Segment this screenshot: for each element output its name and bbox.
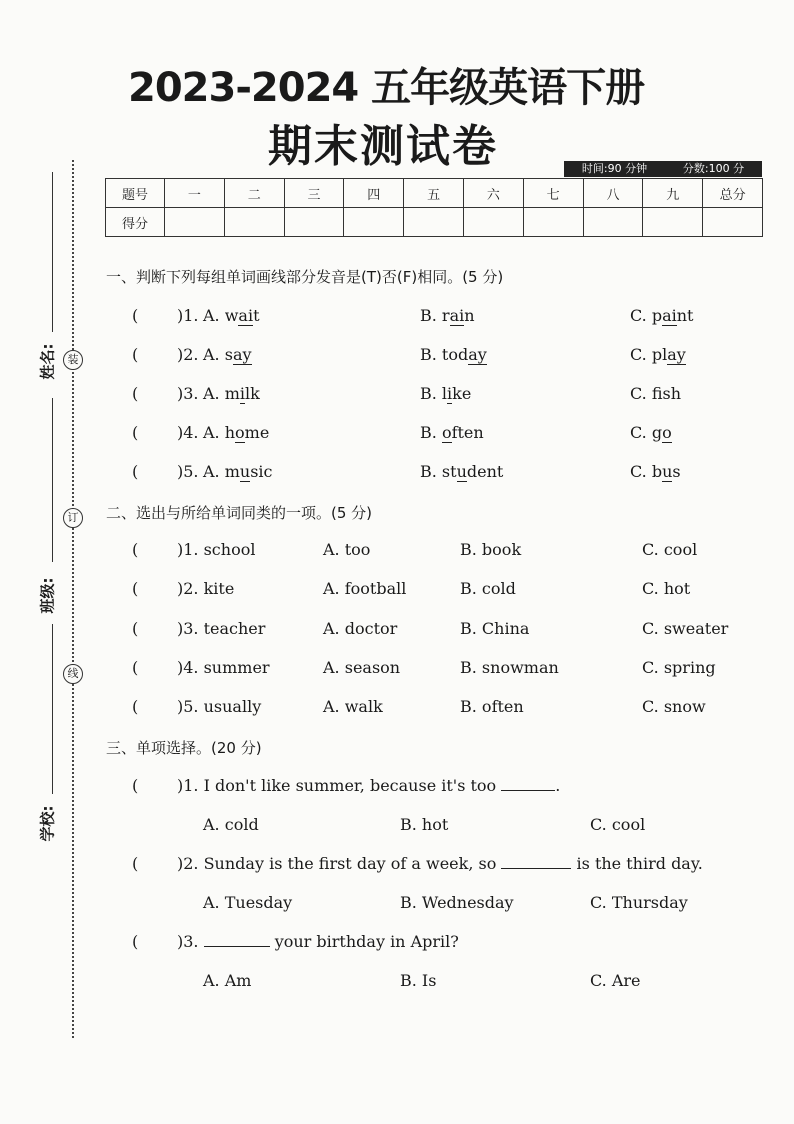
score-table-header-row	[106, 179, 763, 208]
score-table	[105, 178, 763, 237]
answer-paren[interactable]: (	[132, 384, 139, 403]
option-c: C. snow	[642, 697, 706, 716]
score-entry-cell[interactable]	[463, 208, 523, 237]
option-b: B. today	[420, 345, 487, 364]
section2-heading: 二、选出与所给单词同类的一项。(5 分)	[106, 504, 373, 522]
option-a: A. milk	[203, 384, 260, 403]
given-word: )4. summer	[177, 658, 270, 677]
question-number: )4.	[177, 423, 199, 442]
answer-paren[interactable]: (	[132, 345, 139, 364]
given-word: )3. teacher	[177, 619, 266, 638]
option-b: B. often	[420, 423, 484, 442]
question-text: )2. Sunday is the first day of a week, so is the third day.	[177, 854, 703, 873]
option-c: C. hot	[642, 579, 691, 598]
option-c: C. go	[630, 423, 672, 442]
option-c: C. bus	[630, 462, 681, 481]
total-score: 分数:100 分	[682, 162, 745, 175]
option-b: B. Is	[400, 971, 437, 990]
score-label-cell: 得分	[106, 208, 165, 237]
option-c: C. spring	[642, 658, 716, 677]
exam-title-line1: 2023-2024 五年级英语下册	[128, 65, 645, 111]
score-table-cell: 七	[523, 179, 583, 208]
option-a: A. home	[203, 423, 270, 442]
answer-paren[interactable]: (	[132, 423, 139, 442]
option-c: C. play	[630, 345, 686, 364]
option-a: A. walk	[323, 697, 383, 716]
name-label: 姓名:	[38, 343, 57, 380]
fill-blank[interactable]	[501, 854, 571, 869]
option-b: B. China	[460, 619, 530, 638]
score-table-cell: 二	[224, 179, 284, 208]
question-number: )1.	[177, 306, 199, 325]
answer-paren[interactable]: (	[132, 540, 139, 559]
score-entry-cell[interactable]	[643, 208, 703, 237]
time-limit: 时间:90 分钟	[581, 162, 648, 175]
option-b: B. often	[460, 697, 524, 716]
score-entry-cell[interactable]	[224, 208, 284, 237]
score-table-cell: 八	[583, 179, 643, 208]
option-a: A. cold	[203, 815, 259, 834]
option-c: C. cool	[590, 815, 646, 834]
fill-blank[interactable]	[501, 776, 555, 791]
school-write-line[interactable]	[52, 624, 53, 794]
option-b: B. book	[460, 540, 522, 559]
score-table-cell: 三	[284, 179, 344, 208]
score-entry-cell[interactable]	[344, 208, 404, 237]
answer-paren[interactable]: (	[132, 854, 139, 873]
option-c: C. fsh	[630, 384, 682, 403]
score-table-cell: 四	[344, 179, 404, 208]
option-a: A. music	[203, 462, 273, 481]
option-a: A. Tuesday	[203, 893, 293, 912]
score-entry-cell[interactable]	[165, 208, 225, 237]
exam-title-line2: 期末测试卷	[268, 121, 498, 172]
option-b: B. cold	[460, 579, 516, 598]
question-text: )1. I don't like summer, because it's too .	[177, 776, 561, 795]
score-table-cell: 九	[643, 179, 703, 208]
answer-paren[interactable]: (	[132, 697, 139, 716]
option-b: B. Wednesday	[400, 893, 514, 912]
question-number: )3.	[177, 384, 199, 403]
option-a: A. say	[203, 345, 252, 364]
score-entry-cell[interactable]	[703, 208, 763, 237]
question-number: )2.	[177, 345, 199, 364]
binding-mark-zhuang: 装	[63, 350, 83, 370]
question-text: )3. your birthday in April?	[177, 932, 459, 951]
given-word: )1. school	[177, 540, 256, 559]
option-c: C. Are	[590, 971, 641, 990]
score-entry-cell[interactable]	[404, 208, 464, 237]
score-table-cell: 总分	[703, 179, 763, 208]
answer-paren[interactable]: (	[132, 579, 139, 598]
score-entry-cell[interactable]	[523, 208, 583, 237]
option-a: A. season	[323, 658, 401, 677]
option-a: A. doctor	[323, 619, 398, 638]
option-b: B. hot	[400, 815, 449, 834]
given-word: )2. kite	[177, 579, 235, 598]
option-c: C. sweater	[642, 619, 729, 638]
option-b: B. rain	[420, 306, 475, 325]
answer-paren[interactable]: (	[132, 306, 139, 325]
option-b: B. student	[420, 462, 504, 481]
option-b: B. like	[420, 384, 472, 403]
binding-mark-xian: 线	[63, 664, 83, 684]
class-label: 班级:	[38, 577, 57, 614]
score-table-cell: 六	[463, 179, 523, 208]
binding-dotted-line	[72, 160, 74, 1038]
option-b: B. snowman	[460, 658, 559, 677]
score-entry-cell[interactable]	[284, 208, 344, 237]
answer-paren[interactable]: (	[132, 658, 139, 677]
option-a: A. Am	[203, 971, 252, 990]
answer-paren[interactable]: (	[132, 776, 139, 795]
school-label: 学校:	[38, 805, 57, 842]
given-word: )5. usually	[177, 697, 262, 716]
answer-paren[interactable]: (	[132, 619, 139, 638]
answer-paren[interactable]: (	[132, 932, 139, 951]
class-write-line[interactable]	[52, 398, 53, 562]
option-a: A. football	[323, 579, 407, 598]
answer-paren[interactable]: (	[132, 462, 139, 481]
fill-blank[interactable]	[204, 932, 270, 947]
score-table-score-row	[106, 208, 763, 237]
score-entry-cell[interactable]	[583, 208, 643, 237]
option-c: C. Thursday	[590, 893, 688, 912]
score-table-cell: 五	[404, 179, 464, 208]
option-c: C. cool	[642, 540, 698, 559]
question-number: )5.	[177, 462, 199, 481]
option-a: A. wait	[203, 306, 260, 325]
name-write-line[interactable]	[52, 172, 53, 332]
section1-heading: 一、判断下列每组单词画线部分发音是(T)否(F)相同。(5 分)	[106, 268, 504, 286]
option-c: C. paint	[630, 306, 694, 325]
section3-heading: 三、单项选择。(20 分)	[106, 739, 262, 757]
binding-mark-ding: 订	[63, 508, 83, 528]
score-table-cell: 一	[165, 179, 225, 208]
option-a: A. too	[323, 540, 371, 559]
time-score-bar	[564, 161, 762, 177]
score-table-cell: 题号	[106, 179, 165, 208]
